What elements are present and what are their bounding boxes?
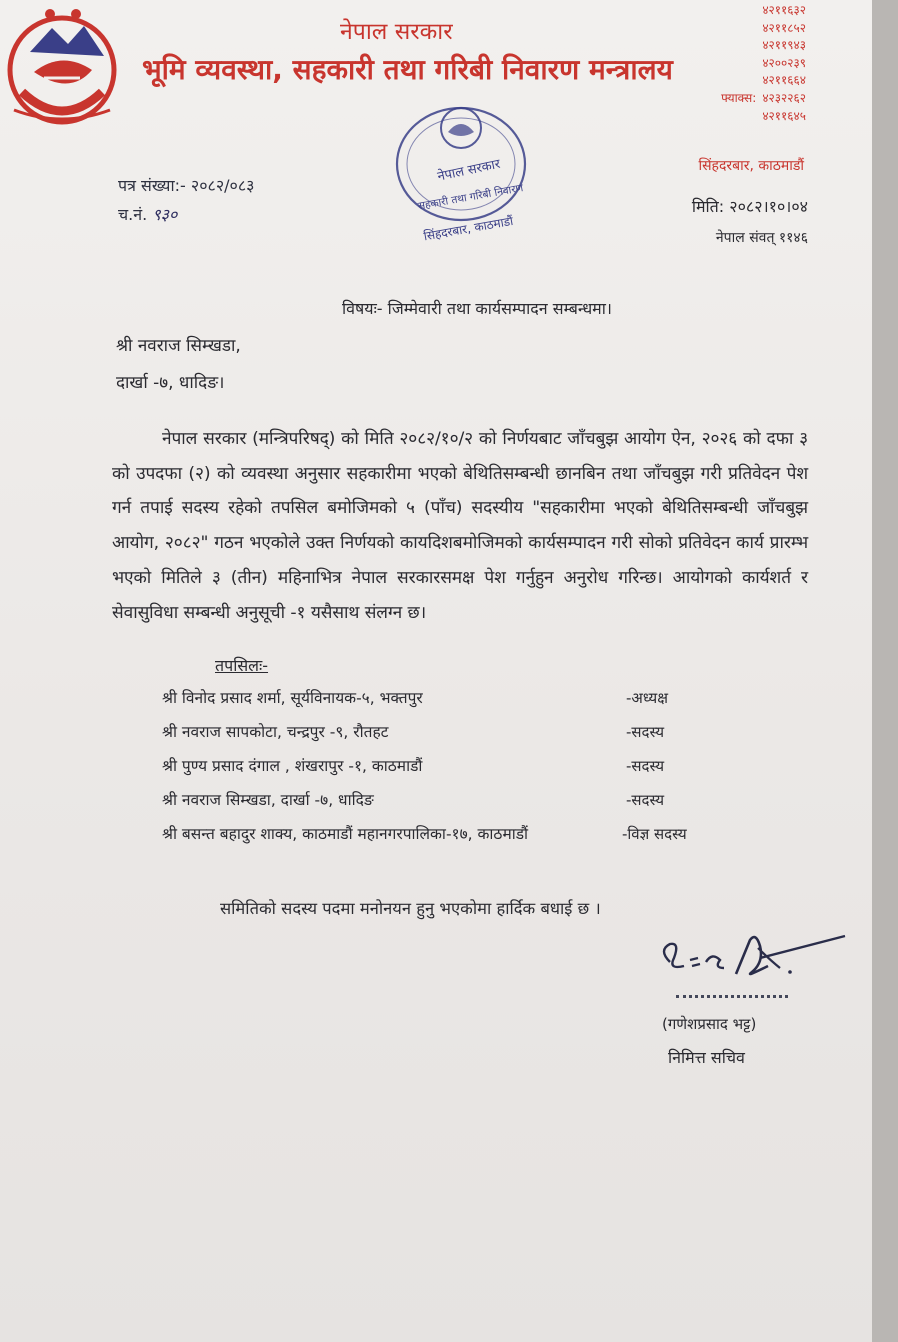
- phone-number: ४२००२३९: [762, 55, 806, 70]
- signatory-title: निमित्त सचिव: [668, 1048, 745, 1067]
- member-name: श्री पुण्य प्रसाद दंगाल , शंखरापुर -१, काठमाडौं: [162, 757, 423, 775]
- handwritten-signature: [640, 922, 855, 1002]
- member-name: श्री बसन्त बहादुर शाक्य, काठमाडौं महानगरपालिका-१७, काठमाडौं: [162, 825, 529, 843]
- phone-number: ४२११६३२: [762, 3, 806, 17]
- signature-dotted-line: [676, 995, 788, 998]
- closing-congratulations: समितिको सदस्य पदमा मनोनयन हुनु भएकोमा हार्दिक बधाई छ ।: [220, 899, 601, 918]
- fax-number: ४२३२२६२: [762, 90, 806, 105]
- phone-number: ४२११६६४: [762, 73, 806, 88]
- date-row: [692, 195, 808, 217]
- stamp-line-2: सहकारी तथा गरिबी निवारण: [417, 182, 525, 213]
- government-emblem-icon: [0, 0, 130, 135]
- government-name: नेपाल सरकार: [340, 19, 453, 45]
- fax-label: फ्याक्स:: [721, 90, 757, 105]
- official-stamp: [356, 98, 566, 248]
- dispatch-number: ९३०: [152, 205, 178, 224]
- addressee-address: दार्खा -७, धादिङ।: [116, 373, 225, 393]
- addressee-name: श्री नवराज सिम्खडा,: [116, 336, 241, 356]
- dispatch-number-label: च.नं.: [118, 205, 148, 224]
- letter-number-row: [118, 174, 255, 196]
- letter-number: २०८२/०८३: [190, 176, 255, 195]
- member-name: श्री नवराज सिम्खडा, दार्खा -७, धादिङ: [162, 791, 374, 809]
- fax-number: ४२११६४५: [762, 108, 806, 123]
- member-role: -अध्यक्ष: [626, 689, 668, 707]
- subject-text: जिम्मेवारी तथा कार्यसम्पादन सम्बन्धमा।: [387, 299, 612, 318]
- phone-number: ४२११८५२: [762, 20, 806, 35]
- ministry-name: भूमि व्यवस्था, सहकारी तथा गरिबी निवारण मन्त्रालय: [142, 53, 673, 86]
- office-location: सिंहदरबार, काठमाडौं: [698, 158, 804, 174]
- subject-label: विषयः-: [342, 299, 383, 318]
- subject-line: [342, 297, 612, 319]
- fax-line: [721, 90, 806, 108]
- stamp-line-3: सिंहदरबार, काठमाडौं: [422, 213, 515, 244]
- member-role: -सदस्य: [626, 757, 665, 775]
- member-role: -सदस्य: [626, 791, 665, 809]
- stamp-line-1: नेपाल सरकार: [436, 156, 502, 185]
- member-name: श्री नवराज सापकोटा, चन्द्रपुर -९, रौतहट: [162, 723, 389, 741]
- date-value: २०८२।१०।०४: [729, 197, 808, 216]
- phone-number: ४२११९४३: [762, 38, 806, 53]
- member-role: -सदस्य: [626, 723, 665, 741]
- nepal-sambat-date: नेपाल संवत् ११४६: [715, 230, 808, 246]
- member-name: श्री विनोद प्रसाद शर्मा, सूर्यविनायक-५, भक्तपुर: [162, 689, 423, 707]
- tapsil-heading: तपसिलः-: [215, 656, 269, 675]
- letter-body: नेपाल सरकार (मन्त्रिपरिषद्) को मिति २०८२/१०/२ को निर्णयबाट जाँचबुझ आयोग ऐन, २०२६ को दफा ३ को उपदफा (२) को व्यवस्था अनुसार सहकारीमा भएको बेथितिसम्बन्धी छानबिन तथा जाँचबुझ गरी प्रतिवेदन पेश गर्न तपाई सदस्य रहेको तपसिल बमोजिमको ५ (पाँच) सदस्यीय "सहकारीमा भएको बेथितिसम्बन्धी जाँचबुझ आयोग, २०८२" गठन भएकोले उक्त निर्णयको कायदिशबमोजिमको कार्यसम्पादन गरी सोको प्रतिवेदन कार्य प्रारम्भ भएको मितिले ३ (तीन) महिनाभित्र नेपाल सरकारसमक्ष पेश गर्नुहुन अनुरोध गरिन्छ। आयोगको कार्यशर्त र सेवासुविधा सम्बन्धी अनुसूची -१ यसैसाथ संलग्न छ।: [112, 429, 808, 623]
- date-label: मिति:: [691, 197, 725, 216]
- letter-number-label: पत्र संख्या:-: [118, 176, 186, 195]
- contact-numbers: [721, 2, 806, 125]
- dispatch-number-row: [118, 203, 177, 225]
- page-edge-shadow: [872, 0, 898, 1342]
- member-role: -विज्ञ सदस्य: [622, 825, 687, 843]
- signatory-name: (गणेशप्रसाद भट्ट): [662, 1015, 757, 1033]
